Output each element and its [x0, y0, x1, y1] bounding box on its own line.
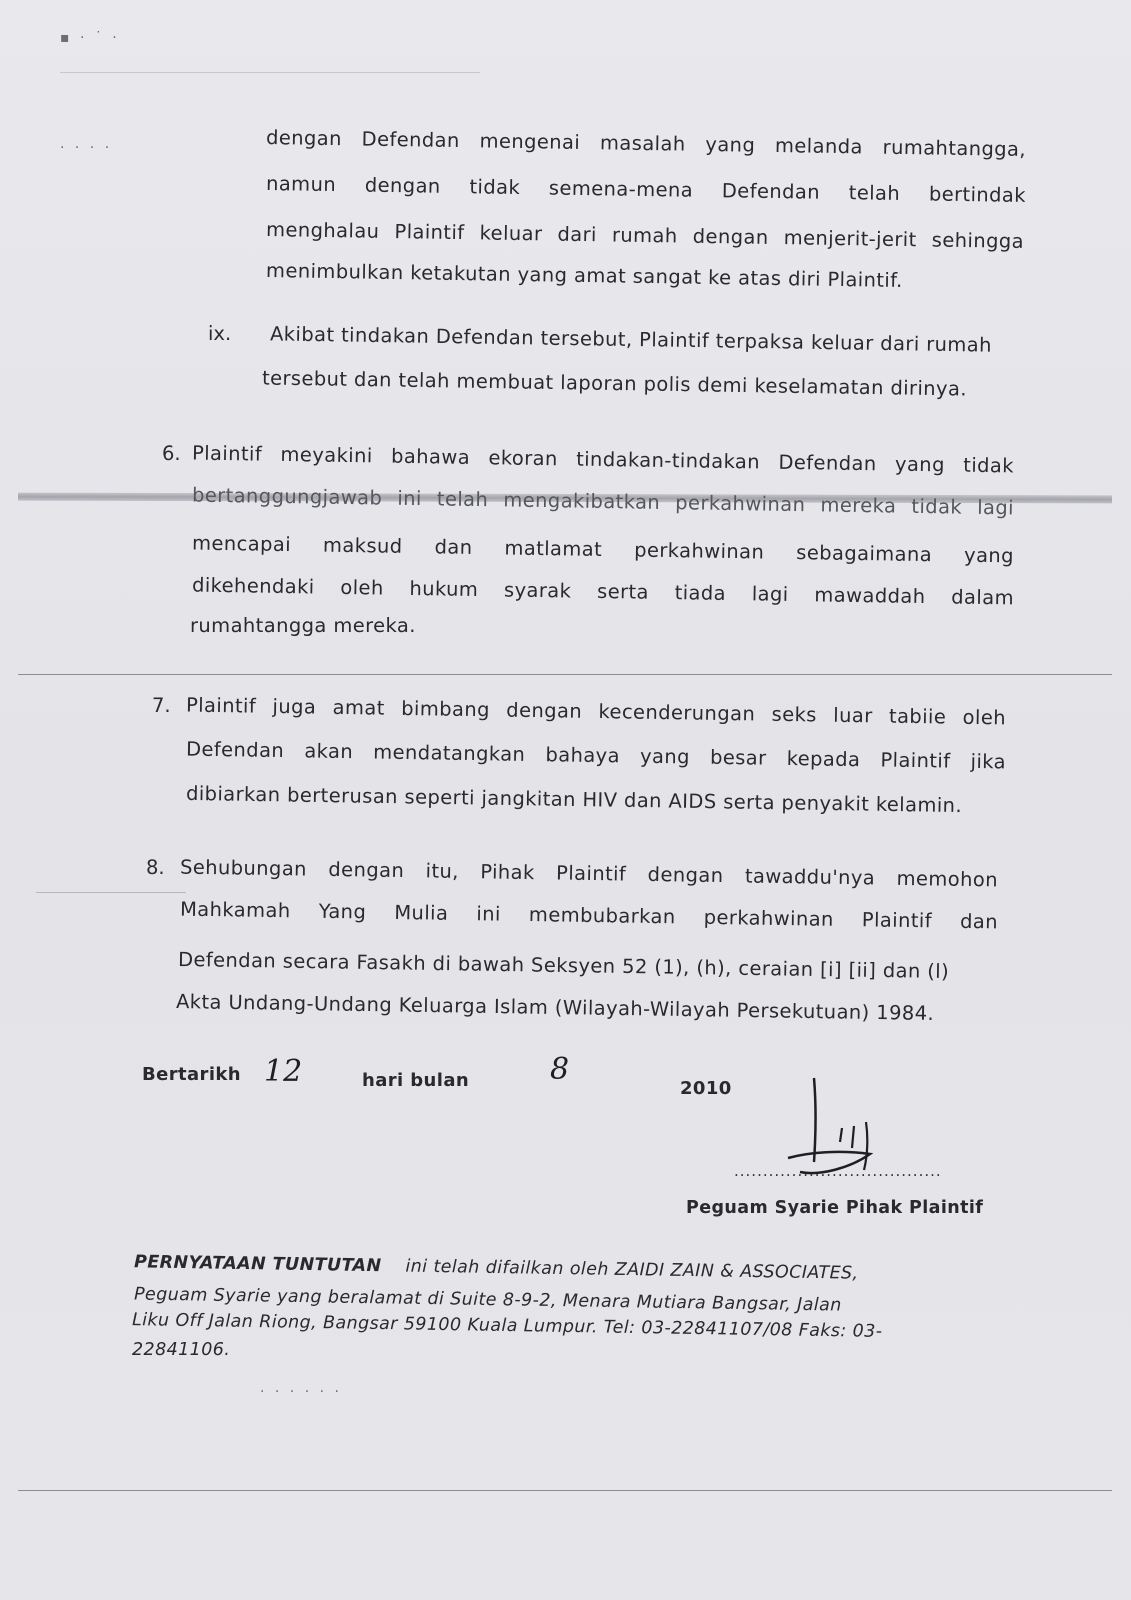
para-8-line-1: Sehubungan dengan itu, Pihak Plaintif dengan tawaddu'nya memohon: [179, 855, 999, 892]
para-6-line-4: dikehendaki oleh hukum syarak serta tiada lagi mawaddah dalam: [191, 573, 1015, 610]
page-rule-2: [18, 1490, 1112, 1491]
filing-note-line-1-text: ini telah difailkan oleh ZAIDI ZAIN & ASSOCIATES,: [405, 1256, 859, 1284]
para-6-line-5: rumahtangga mereka.: [190, 614, 416, 637]
para-8-line-4: Akta Undang-Undang Keluarga Islam (Wilayah-Wilayah Persekutuan) 1984.: [175, 990, 935, 1025]
signature-dotted-line: ....................................: [734, 1162, 942, 1180]
filing-note-line-1: [134, 1252, 859, 1283]
para-6-line-3: mencapai maksud dan matlamat perkahwinan sebagaimana yang: [191, 531, 1015, 568]
signature-role: Peguam Syarie Pihak Plaintif: [686, 1198, 984, 1218]
para-viii-line-4: menimbulkan ketakutan yang amat sangat ke atas diri Plaintif.: [265, 259, 903, 292]
para-7-line-2: Defendan akan mendatangkan bahaya yang besar kepada Plaintif jika: [185, 737, 1007, 774]
dated-label: Bertarikh: [142, 1064, 241, 1085]
para-viii-line-2: namun dengan tidak semena-mena Defendan telah bertindak: [265, 172, 1027, 207]
filing-note-heading: PERNYATAAN TUNTUTAN: [133, 1252, 382, 1277]
para-7-line-3: dibiarkan berterusan seperti jangkitan HIV dan AIDS serta penyakit kelamin.: [185, 781, 963, 818]
scan-specks-top: ▪ · ˙ ·: [60, 30, 120, 46]
para-8-number: 8.: [146, 856, 165, 879]
page-rule-1: [18, 674, 1112, 675]
para-7-number: 7.: [152, 694, 171, 717]
para-ix-line-2: tersebut dan telah membuat laporan polis demi keselamatan dirinya.: [261, 366, 968, 401]
para-ix-number: ix.: [208, 322, 232, 345]
para-viii-line-1: dengan Defendan mengenai masalah yang melanda rumahtangga,: [265, 126, 1027, 161]
dated-month-label: hari bulan: [362, 1070, 470, 1091]
scan-streak-mid: [36, 892, 186, 893]
para-6-number: 6.: [162, 442, 181, 465]
dated-day-handwritten: 12: [264, 1054, 303, 1089]
scan-specks-left: · · · ·: [60, 140, 113, 156]
para-6-line-2: bertanggungjawab ini telah mengakibatkan perkahwinan mereka tidak lagi: [191, 483, 1015, 520]
filing-note-line-2: Peguam Syarie yang beralamat di Suite 8-9-2, Menara Mutiara Bangsar, Jalan: [133, 1284, 842, 1316]
para-8-line-3: Defendan secara Fasakh di bawah Seksyen 52 (1), (h), ceraian [i] [ii] dan (l): [177, 947, 950, 984]
filing-note-line-4: 22841106.: [132, 1340, 231, 1360]
scan-specks-bottom: · · · · · ·: [260, 1384, 342, 1400]
para-ix-line-1: Akibat tindakan Defendan tersebut, Plaintif terpaksa keluar dari rumah: [269, 322, 993, 357]
scan-streak-top: [60, 72, 480, 73]
para-8-line-2: Mahkamah Yang Mulia ini membubarkan perkahwinan Plaintif dan: [179, 897, 999, 934]
filing-note-line-3: Liku Off Jalan Riong, Bangsar 59100 Kuala Lumpur. Tel: 03-22841107/08 Faks: 03-: [131, 1310, 883, 1342]
para-7-line-1: Plaintif juga amat bimbang dengan kecenderungan seks luar tabiie oleh: [185, 693, 1007, 730]
dated-year: 2010: [680, 1078, 732, 1099]
para-viii-line-3: menghalau Plaintif keluar dari rumah dengan menjerit-jerit sehingga: [265, 218, 1025, 253]
dated-month-handwritten: 8: [550, 1052, 570, 1087]
para-6-line-1: Plaintif meyakini bahawa ekoran tindakan-tindakan Defendan yang tidak: [191, 441, 1015, 478]
